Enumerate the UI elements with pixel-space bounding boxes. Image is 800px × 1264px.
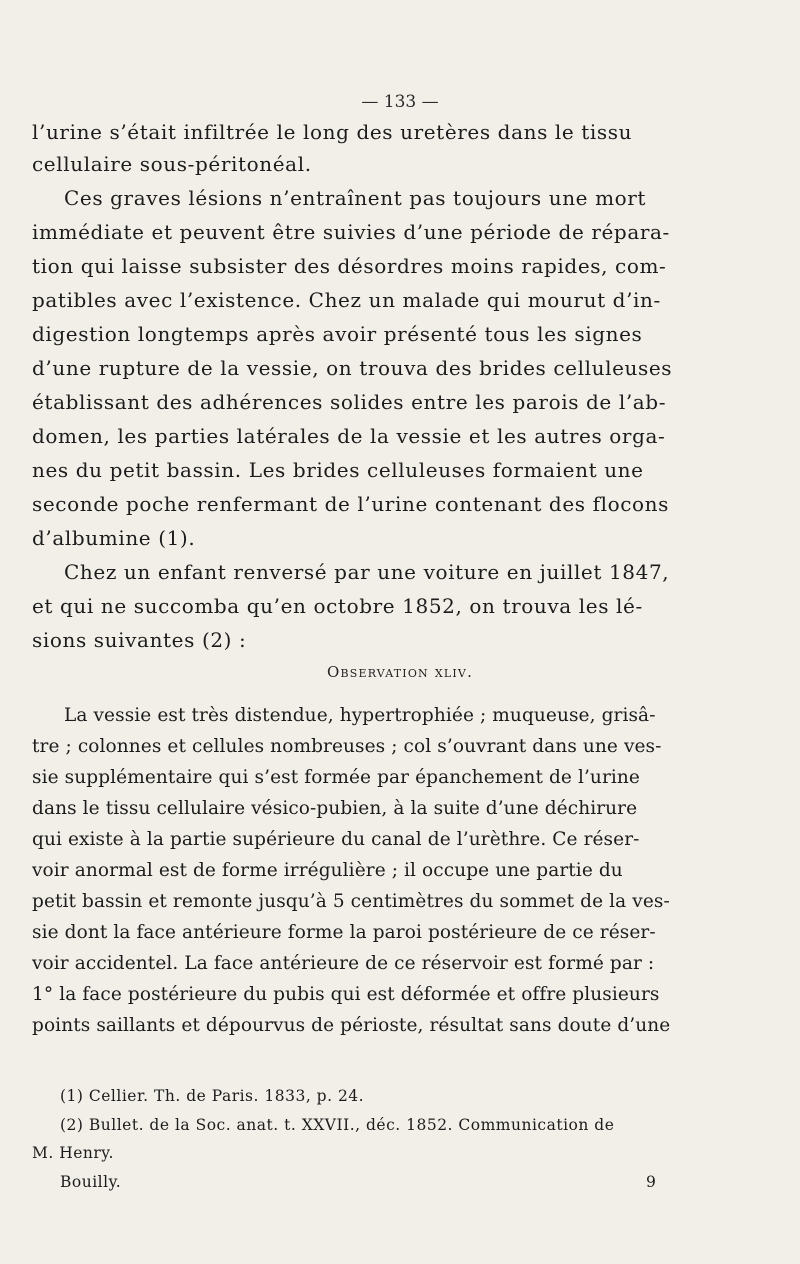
text-line: voir anormal est de forme irrégulière ; il occupe une partie du <box>32 860 623 881</box>
text-line: dans le tissu cellulaire vésico-pubien, à la suite d’une déchirure <box>32 798 638 819</box>
printer-signature-author: Bouilly. <box>60 1173 122 1191</box>
footnote-line: (2) Bullet. de la Soc. anat. t. XXVII., déc. 1852. Communication de <box>60 1116 615 1134</box>
text-line: 1° la face postérieure du pubis qui est déformée et offre plusieurs <box>32 984 660 1005</box>
page-number: — 133 — <box>361 92 439 112</box>
text-line: voir accidentel. La face antérieure de ce réservoir est formé par : <box>32 953 655 974</box>
text-line: sions suivantes (2) : <box>32 628 247 652</box>
text-line: cellulaire sous-péritonéal. <box>32 152 312 176</box>
observation-heading: Observation xliv. <box>326 663 474 681</box>
text-line: petit bassin et remonte jusqu’à 5 centimètres du sommet de la ves- <box>32 891 670 912</box>
text-line: qui existe à la partie supérieure du canal de l’urèthre. Ce réser- <box>32 829 640 850</box>
text-line: Ces graves lésions n’entraînent pas toujours une mort <box>64 186 647 210</box>
text-line: immédiate et peuvent être suivies d’une période de répara- <box>32 220 670 244</box>
text-line: et qui ne succomba qu’en octobre 1852, on trouva les lé- <box>32 594 643 618</box>
text-line: patibles avec l’existence. Chez un malade qui mourut d’in- <box>32 288 661 312</box>
text-line: points saillants et dépourvus de périoste, résultat sans doute d’une <box>32 1015 671 1036</box>
text-line: sie supplémentaire qui s’est formée par épanchement de l’urine <box>32 767 640 788</box>
text-line: d’albumine (1). <box>32 526 196 550</box>
text-line: d’une rupture de la vessie, on trouva des brides celluleuses <box>32 356 673 380</box>
text-line: tre ; colonnes et cellules nombreuses ; col s’ouvrant dans une ves- <box>32 736 662 757</box>
text-line: sie dont la face antérieure forme la paroi postérieure de ce réser- <box>32 922 656 943</box>
text-line: nes du petit bassin. Les brides celluleuses formaient une <box>32 458 644 482</box>
text-line: La vessie est très distendue, hypertrophiée ; muqueuse, grisâ- <box>64 705 656 726</box>
text-line: l’urine s’était infiltrée le long des uretères dans le tissu <box>32 120 633 144</box>
footnote-line: (1) Cellier. Th. de Paris. 1833, p. 24. <box>60 1087 365 1105</box>
text-line: tion qui laisse subsister des désordres moins rapides, com- <box>32 254 667 278</box>
printer-signature-number: 9 <box>646 1173 656 1191</box>
text-line: domen, les parties latérales de la vessie et les autres orga- <box>32 424 666 448</box>
footnote-line: M. Henry. <box>32 1144 114 1162</box>
text-line: seconde poche renfermant de l’urine contenant des flocons <box>32 492 670 516</box>
text-line: Chez un enfant renversé par une voiture en juillet 1847, <box>64 560 670 584</box>
text-line: digestion longtemps après avoir présenté tous les signes <box>32 322 643 346</box>
text-line: établissant des adhérences solides entre les parois de l’ab- <box>32 390 667 414</box>
